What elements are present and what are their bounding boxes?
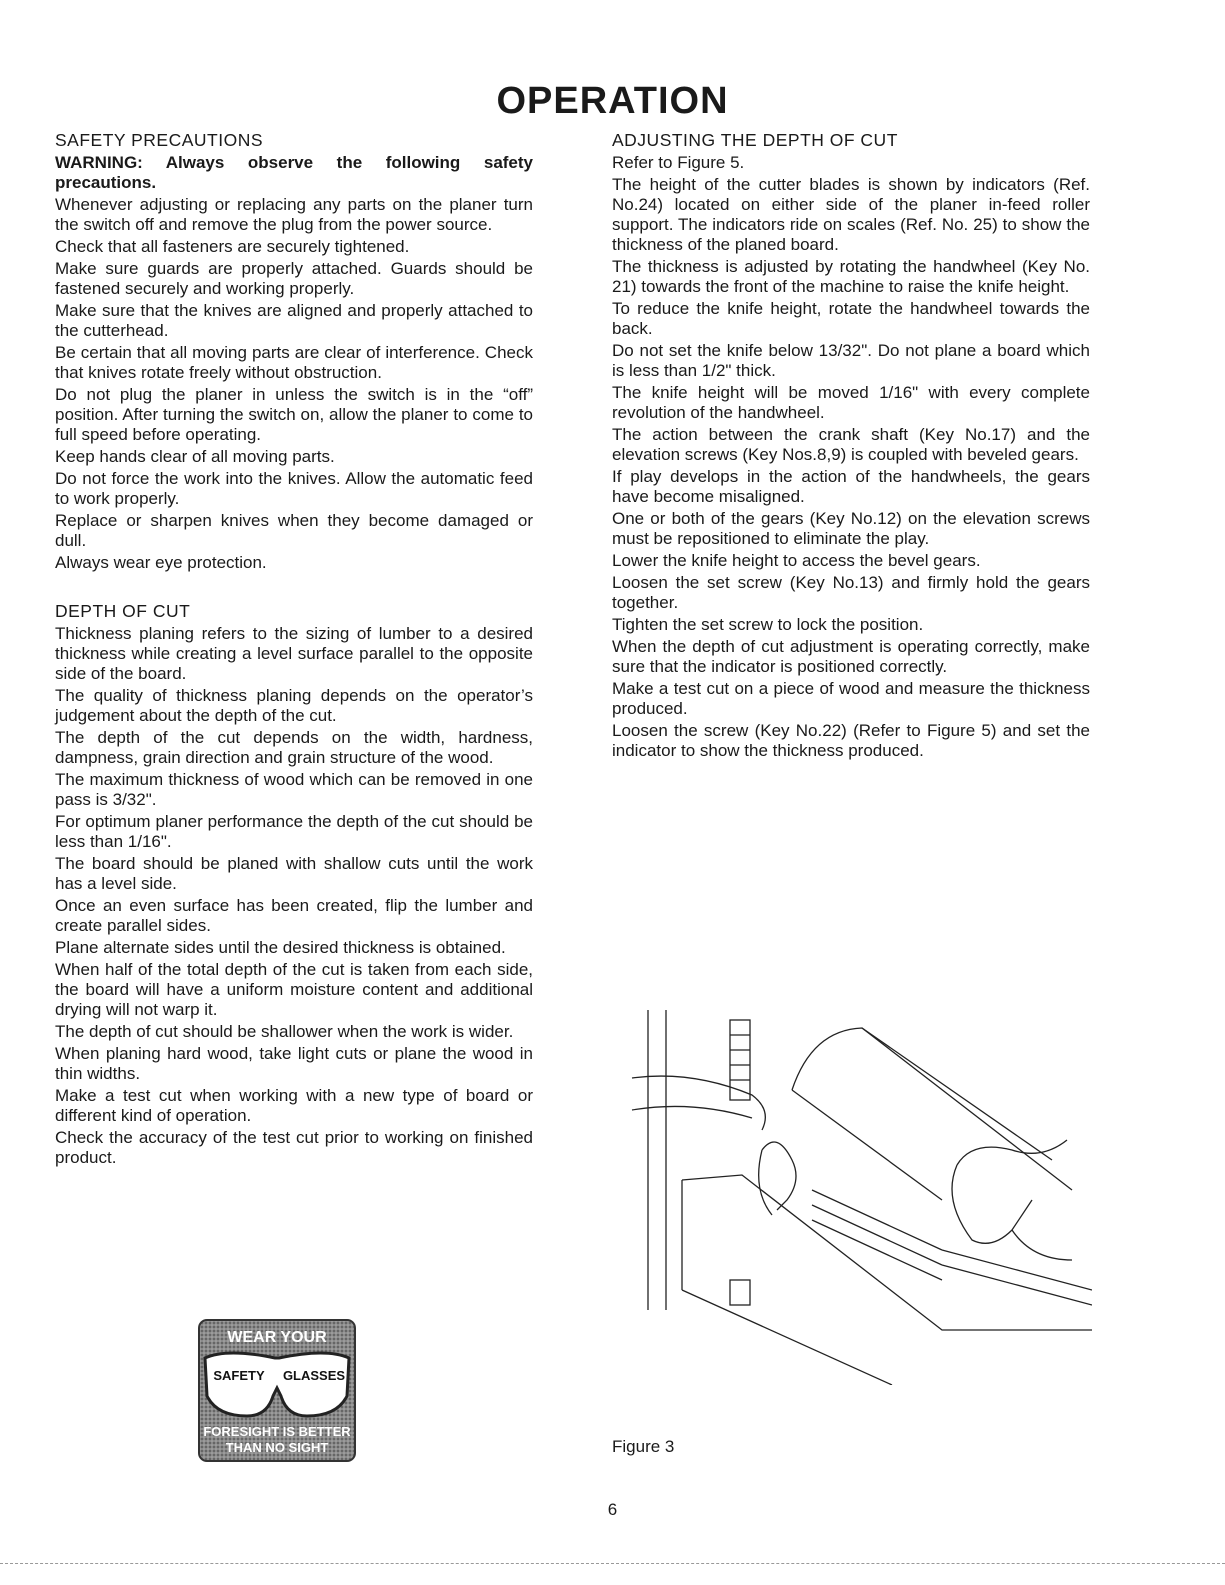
depth-paragraph: For optimum planer performance the depth of the cut should be less than 1/16". xyxy=(55,812,533,851)
planer-hands-drawing xyxy=(612,1000,1092,1385)
depth-paragraph: The board should be planed with shallow cuts until the work has a level side. xyxy=(55,854,533,893)
adjust-paragraph: Make a test cut on a piece of wood and measure the thickness produced. xyxy=(612,679,1090,718)
adjust-paragraph: Do not set the knife below 13/32". Do not plane a board which is less than 1/2" thick. xyxy=(612,341,1090,380)
adjust-paragraph: Loosen the screw (Key No.22) (Refer to Figure 5) and set the indicator to show the thickness produced. xyxy=(612,721,1090,760)
bottom-divider xyxy=(0,1563,1225,1564)
badge-bottom-text-2: THAN NO SIGHT xyxy=(225,1440,329,1455)
depth-of-cut-heading: DEPTH OF CUT xyxy=(55,601,191,621)
badge-left-lens-text: SAFETY xyxy=(213,1368,265,1383)
adjust-paragraph: Tighten the set screw to lock the position. xyxy=(612,615,924,634)
page-title: OPERATION xyxy=(496,80,729,122)
adjust-paragraph: Lower the knife height to access the bevel gears. xyxy=(612,551,981,570)
safety-paragraph: Keep hands clear of all moving parts. xyxy=(55,447,335,466)
adjust-paragraph: The action between the crank shaft (Key No.17) and the elevation screws (Key Nos.8,9) is coupled with beveled gears. xyxy=(612,425,1090,464)
adjust-paragraph: One or both of the gears (Key No.12) on the elevation screws must be repositioned to eliminate the play. xyxy=(612,509,1090,548)
badge-top-text: WEAR YOUR xyxy=(227,1329,327,1346)
safety-glasses-badge xyxy=(197,1318,357,1463)
safety-badge-graphic xyxy=(197,1318,357,1463)
adjust-paragraph: Refer to Figure 5. xyxy=(612,153,745,172)
depth-paragraph: When half of the total depth of the cut is taken from each side, the board will have a uniform moisture content and additional drying will not warp it. xyxy=(55,960,533,1019)
adjust-paragraph: The height of the cutter blades is shown by indicators (Ref. No.24) located on either side of the planer in-feed roller support. The indicators ride on scales (Ref. No. 25) to show the thickness of the planed board. xyxy=(612,175,1090,254)
safety-paragraph: Whenever adjusting or replacing any parts on the planer turn the switch off and remove the plug from the power source. xyxy=(55,195,533,234)
page-number: 6 xyxy=(607,1500,618,1519)
depth-paragraph: The depth of cut should be shallower when the work is wider. xyxy=(55,1022,514,1041)
safety-paragraph: Make sure guards are properly attached. Guards should be fastened securely and working properly. xyxy=(55,259,533,298)
safety-paragraph: Be certain that all moving parts are clear of interference. Check that knives rotate freely without obstruction. xyxy=(55,343,533,382)
badge-right-lens-text: GLASSES xyxy=(282,1368,346,1383)
adjust-paragraph: The thickness is adjusted by rotating the handwheel (Key No. 21) towards the front of the machine to raise the knife height. xyxy=(612,257,1090,296)
adjust-paragraph: When the depth of cut adjustment is operating correctly, make sure that the indicator is positioned correctly. xyxy=(612,637,1090,676)
warning-text: WARNING: Always observe the following safety precautions. xyxy=(55,153,533,192)
adjusting-depth-heading: ADJUSTING THE DEPTH OF CUT xyxy=(612,130,898,150)
depth-paragraph: The maximum thickness of wood which can be removed in one pass is 3/32". xyxy=(55,770,533,809)
safety-paragraph: Check that all fasteners are securely tightened. xyxy=(55,237,410,256)
badge-bottom-text-1: FORESIGHT IS BETTER xyxy=(203,1424,351,1439)
depth-paragraph: Thickness planing refers to the sizing of lumber to a desired thickness while creating a level surface parallel to the opposite side of the board. xyxy=(55,624,533,683)
depth-paragraph: The quality of thickness planing depends on the operator’s judgement about the depth of the cut. xyxy=(55,686,533,725)
depth-paragraph: Once an even surface has been created, flip the lumber and create parallel sides. xyxy=(55,896,533,935)
adjust-paragraph: The knife height will be moved 1/16" with every complete revolution of the handwheel. xyxy=(612,383,1090,422)
adjust-paragraph: If play develops in the action of the handwheels, the gears have become misaligned. xyxy=(612,467,1090,506)
adjust-paragraph: Loosen the set screw (Key No.13) and firmly hold the gears together. xyxy=(612,573,1090,612)
right-column xyxy=(612,130,1090,763)
left-column xyxy=(55,130,533,1170)
safety-paragraph: Make sure that the knives are aligned and properly attached to the cutterhead. xyxy=(55,301,533,340)
figure-3-illustration xyxy=(612,1000,1092,1385)
adjust-paragraph: To reduce the knife height, rotate the handwheel towards the back. xyxy=(612,299,1090,338)
depth-paragraph: Check the accuracy of the test cut prior to working on finished product. xyxy=(55,1128,533,1167)
safety-precautions-heading: SAFETY PRECAUTIONS xyxy=(55,130,264,150)
safety-paragraph: Replace or sharpen knives when they become damaged or dull. xyxy=(55,511,533,550)
figure-caption: Figure 3 xyxy=(612,1437,675,1456)
depth-paragraph: Plane alternate sides until the desired thickness is obtained. xyxy=(55,938,506,957)
safety-paragraph: Do not force the work into the knives. Allow the automatic feed to work properly. xyxy=(55,469,533,508)
depth-paragraph: When planing hard wood, take light cuts or plane the wood in thin widths. xyxy=(55,1044,533,1083)
safety-paragraph: Do not plug the planer in unless the switch is in the “off” position. After turning the switch on, allow the planer to come to full speed before operating. xyxy=(55,385,533,444)
depth-paragraph: The depth of the cut depends on the width, hardness, dampness, grain direction and grain structure of the wood. xyxy=(55,728,533,767)
safety-paragraph: Always wear eye protection. xyxy=(55,553,267,572)
depth-paragraph: Make a test cut when working with a new type of board or different kind of operation. xyxy=(55,1086,533,1125)
